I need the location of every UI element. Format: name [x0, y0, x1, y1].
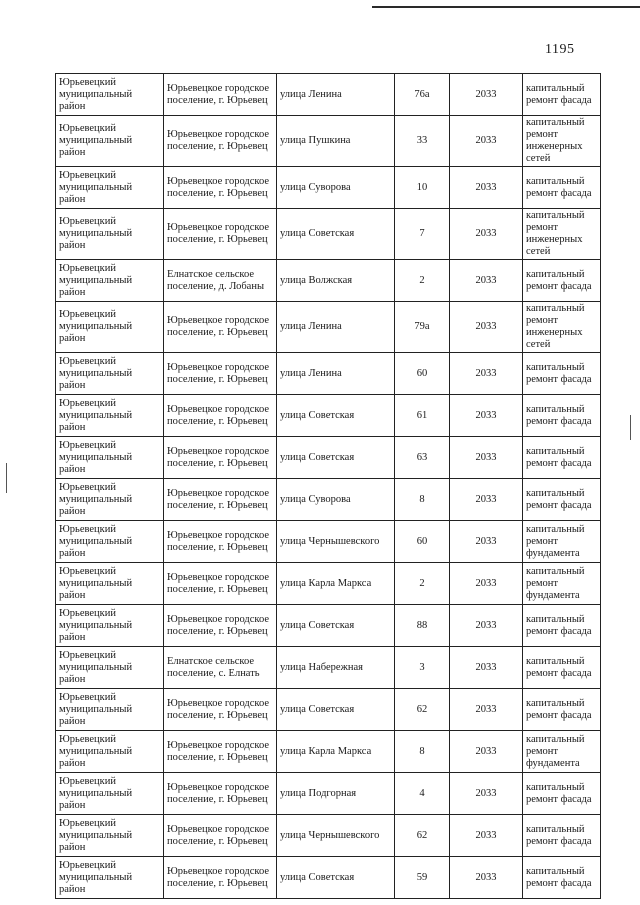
- table-row: [56, 563, 601, 605]
- cell-house-number: 4: [395, 773, 450, 815]
- cell-house-number: 76а: [395, 74, 450, 116]
- cell-work-type: капитальный ремонт фундамента: [523, 563, 601, 605]
- cell-district: Юрьевецкий муниципальный район: [56, 167, 164, 209]
- cell-year: 2033: [450, 521, 523, 563]
- cell-house-number: 33: [395, 116, 450, 167]
- cell-settlement: Юрьевецкое городское поселение, г. Юрьевец: [164, 302, 277, 353]
- cell-house-number: 8: [395, 731, 450, 773]
- cell-year: 2033: [450, 647, 523, 689]
- cell-work-type: капитальный ремонт фасада: [523, 857, 601, 899]
- cell-district: Юрьевецкий муниципальный район: [56, 353, 164, 395]
- cell-district: Юрьевецкий муниципальный район: [56, 815, 164, 857]
- cell-work-type: капитальный ремонт фасада: [523, 815, 601, 857]
- cell-district: Юрьевецкий муниципальный район: [56, 773, 164, 815]
- cell-house-number: 79а: [395, 302, 450, 353]
- table-row: [56, 209, 601, 260]
- cell-year: 2033: [450, 437, 523, 479]
- cell-year: 2033: [450, 773, 523, 815]
- cell-year: 2033: [450, 302, 523, 353]
- cell-work-type: капитальный ремонт фасада: [523, 437, 601, 479]
- cell-settlement: Юрьевецкое городское поселение, г. Юрьевец: [164, 74, 277, 116]
- cell-house-number: 63: [395, 437, 450, 479]
- cell-house-number: 10: [395, 167, 450, 209]
- cell-street: улица Советская: [277, 395, 395, 437]
- cell-settlement: Елнатское сельское поселение, с. Елнать: [164, 647, 277, 689]
- cell-settlement: Юрьевецкое городское поселение, г. Юрьевец: [164, 857, 277, 899]
- top-rule: [372, 6, 640, 8]
- table-row: [56, 815, 601, 857]
- cell-street: улица Ленина: [277, 74, 395, 116]
- cell-work-type: капитальный ремонт инженерных сетей: [523, 209, 601, 260]
- cell-year: 2033: [450, 395, 523, 437]
- table-row: [56, 479, 601, 521]
- scan-mark-right: [630, 415, 631, 440]
- cell-settlement: Юрьевецкое городское поселение, г. Юрьевец: [164, 563, 277, 605]
- table-row: [56, 521, 601, 563]
- cell-year: 2033: [450, 353, 523, 395]
- cell-settlement: Юрьевецкое городское поселение, г. Юрьевец: [164, 731, 277, 773]
- cell-work-type: капитальный ремонт фасада: [523, 773, 601, 815]
- cell-street: улица Советская: [277, 689, 395, 731]
- cell-street: улица Суворова: [277, 167, 395, 209]
- cell-work-type: капитальный ремонт фасада: [523, 647, 601, 689]
- scan-mark-left: [6, 463, 7, 493]
- table-row: [56, 437, 601, 479]
- cell-street: улица Ленина: [277, 302, 395, 353]
- cell-district: Юрьевецкий муниципальный район: [56, 647, 164, 689]
- table-row: [56, 116, 601, 167]
- cell-settlement: Юрьевецкое городское поселение, г. Юрьевец: [164, 395, 277, 437]
- cell-work-type: капитальный ремонт фасада: [523, 74, 601, 116]
- cell-house-number: 62: [395, 815, 450, 857]
- table-row: [56, 353, 601, 395]
- cell-work-type: капитальный ремонт фундамента: [523, 731, 601, 773]
- repair-schedule-table: [55, 73, 601, 899]
- cell-house-number: 61: [395, 395, 450, 437]
- table-row: [56, 857, 601, 899]
- cell-street: улица Советская: [277, 857, 395, 899]
- cell-year: 2033: [450, 563, 523, 605]
- table-row: [56, 647, 601, 689]
- cell-work-type: капитальный ремонт фасада: [523, 167, 601, 209]
- cell-house-number: 8: [395, 479, 450, 521]
- cell-year: 2033: [450, 857, 523, 899]
- cell-settlement: Юрьевецкое городское поселение, г. Юрьевец: [164, 605, 277, 647]
- cell-house-number: 60: [395, 353, 450, 395]
- table-row: [56, 395, 601, 437]
- cell-street: улица Подгорная: [277, 773, 395, 815]
- cell-year: 2033: [450, 815, 523, 857]
- cell-year: 2033: [450, 605, 523, 647]
- cell-settlement: Юрьевецкое городское поселение, г. Юрьевец: [164, 773, 277, 815]
- table-row: [56, 74, 601, 116]
- table-row: [56, 731, 601, 773]
- cell-house-number: 62: [395, 689, 450, 731]
- cell-district: Юрьевецкий муниципальный район: [56, 116, 164, 167]
- cell-district: Юрьевецкий муниципальный район: [56, 857, 164, 899]
- cell-street: улица Советская: [277, 605, 395, 647]
- cell-settlement: Юрьевецкое городское поселение, г. Юрьевец: [164, 479, 277, 521]
- cell-work-type: капитальный ремонт инженерных сетей: [523, 302, 601, 353]
- cell-house-number: 7: [395, 209, 450, 260]
- cell-district: Юрьевецкий муниципальный район: [56, 605, 164, 647]
- cell-settlement: Юрьевецкое городское поселение, г. Юрьевец: [164, 689, 277, 731]
- cell-district: Юрьевецкий муниципальный район: [56, 731, 164, 773]
- cell-settlement: Юрьевецкое городское поселение, г. Юрьевец: [164, 437, 277, 479]
- cell-street: улица Ленина: [277, 353, 395, 395]
- cell-work-type: капитальный ремонт фасада: [523, 260, 601, 302]
- cell-district: Юрьевецкий муниципальный район: [56, 479, 164, 521]
- cell-work-type: капитальный ремонт фасада: [523, 353, 601, 395]
- table-row: [56, 302, 601, 353]
- cell-year: 2033: [450, 260, 523, 302]
- cell-street: улица Чернышевского: [277, 815, 395, 857]
- cell-settlement: Юрьевецкое городское поселение, г. Юрьевец: [164, 521, 277, 563]
- cell-work-type: капитальный ремонт фасада: [523, 605, 601, 647]
- cell-year: 2033: [450, 479, 523, 521]
- cell-settlement: Елнатское сельское поселение, д. Лобаны: [164, 260, 277, 302]
- cell-year: 2033: [450, 167, 523, 209]
- cell-street: улица Чернышевского: [277, 521, 395, 563]
- cell-district: Юрьевецкий муниципальный район: [56, 689, 164, 731]
- cell-district: Юрьевецкий муниципальный район: [56, 74, 164, 116]
- cell-street: улица Советская: [277, 437, 395, 479]
- table-row: [56, 689, 601, 731]
- table-row: [56, 260, 601, 302]
- cell-street: улица Набережная: [277, 647, 395, 689]
- cell-house-number: 3: [395, 647, 450, 689]
- cell-street: улица Советская: [277, 209, 395, 260]
- cell-work-type: капитальный ремонт фасада: [523, 479, 601, 521]
- cell-work-type: капитальный ремонт фасада: [523, 395, 601, 437]
- cell-year: 2033: [450, 731, 523, 773]
- cell-year: 2033: [450, 116, 523, 167]
- table-row: [56, 773, 601, 815]
- cell-settlement: Юрьевецкое городское поселение, г. Юрьевец: [164, 353, 277, 395]
- cell-district: Юрьевецкий муниципальный район: [56, 395, 164, 437]
- cell-year: 2033: [450, 689, 523, 731]
- cell-street: улица Суворова: [277, 479, 395, 521]
- cell-house-number: 60: [395, 521, 450, 563]
- page-number: 1195: [545, 42, 575, 57]
- cell-year: 2033: [450, 74, 523, 116]
- cell-house-number: 2: [395, 563, 450, 605]
- cell-district: Юрьевецкий муниципальный район: [56, 260, 164, 302]
- cell-settlement: Юрьевецкое городское поселение, г. Юрьевец: [164, 116, 277, 167]
- cell-settlement: Юрьевецкое городское поселение, г. Юрьевец: [164, 815, 277, 857]
- table-row: [56, 167, 601, 209]
- cell-street: улица Пушкина: [277, 116, 395, 167]
- cell-house-number: 59: [395, 857, 450, 899]
- cell-house-number: 88: [395, 605, 450, 647]
- table-row: [56, 605, 601, 647]
- cell-district: Юрьевецкий муниципальный район: [56, 437, 164, 479]
- cell-settlement: Юрьевецкое городское поселение, г. Юрьевец: [164, 209, 277, 260]
- cell-year: 2033: [450, 209, 523, 260]
- cell-district: Юрьевецкий муниципальный район: [56, 209, 164, 260]
- table-body: [56, 74, 601, 899]
- cell-house-number: 2: [395, 260, 450, 302]
- cell-work-type: капитальный ремонт инженерных сетей: [523, 116, 601, 167]
- cell-work-type: капитальный ремонт фасада: [523, 689, 601, 731]
- cell-district: Юрьевецкий муниципальный район: [56, 563, 164, 605]
- cell-district: Юрьевецкий муниципальный район: [56, 521, 164, 563]
- cell-settlement: Юрьевецкое городское поселение, г. Юрьевец: [164, 167, 277, 209]
- cell-street: улица Карла Маркса: [277, 563, 395, 605]
- cell-work-type: капитальный ремонт фундамента: [523, 521, 601, 563]
- cell-street: улица Карла Маркса: [277, 731, 395, 773]
- cell-district: Юрьевецкий муниципальный район: [56, 302, 164, 353]
- cell-street: улица Волжская: [277, 260, 395, 302]
